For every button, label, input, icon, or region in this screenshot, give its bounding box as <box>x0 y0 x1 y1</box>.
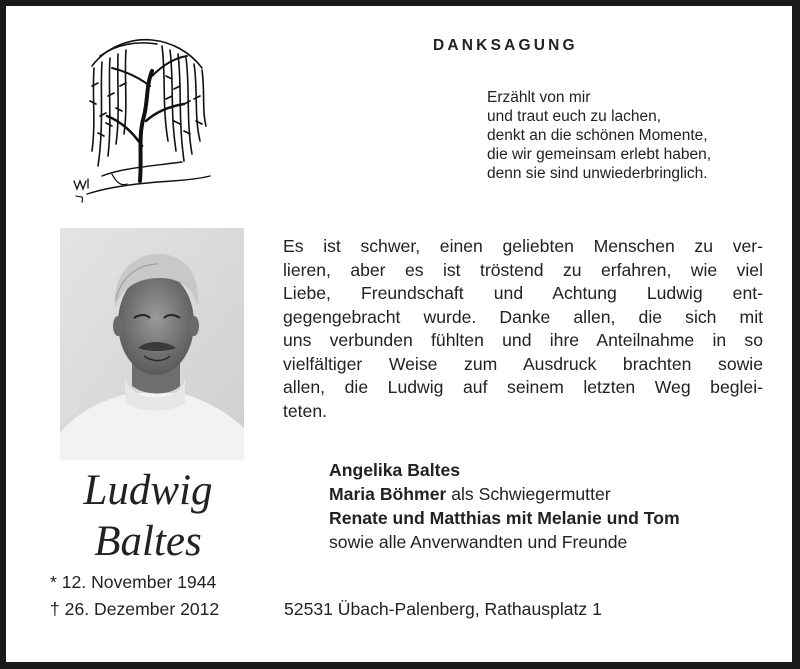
deceased-last-name: Baltes <box>94 518 202 565</box>
birth-date: * 12. November 1944 <box>50 572 217 592</box>
family-member-maria: Maria Böhmer <box>329 484 447 504</box>
death-date: † 26. Dezember 2012 <box>50 599 220 619</box>
poem <box>487 88 777 183</box>
family-others: sowie alle Anverwandten und Freunde <box>329 532 628 552</box>
body-line: teten. <box>283 400 328 421</box>
family-member-angelika: Angelika Baltes <box>329 460 461 480</box>
poem-line: denn sie sind unwiederbringlich. <box>487 165 708 182</box>
family-members-renate: Renate und Matthias mit Melanie und Tom <box>329 508 680 528</box>
address: 52531 Übach-Palenberg, Rathausplatz 1 <box>284 599 602 619</box>
body-line: lieren, aber es ist tröstend zu erfahren, wie viel <box>283 259 763 280</box>
family-member-maria-role: als Schwiegermutter <box>446 484 611 504</box>
portrait-illustration <box>60 228 244 460</box>
poem-line: und traut euch zu lachen, <box>487 108 662 125</box>
body-line: Liebe, Freundschaft und Achtung Ludwig ent- <box>283 283 763 303</box>
obituary-notice <box>6 6 792 662</box>
body-line: uns verbunden fühlten und ihre Anteilnahme in so <box>283 330 763 350</box>
thanks-text <box>283 235 763 423</box>
body-line: gegengebracht wurde. Danke allen, die sich mit <box>283 306 763 327</box>
poem-line: denkt an die schönen Momente, <box>487 127 708 144</box>
weeping-willow-icon <box>62 26 212 206</box>
portrait-photo <box>60 228 244 460</box>
poem-line: die wir gemeinsam erlebt haben, <box>487 146 712 163</box>
body-line: allen, die Ludwig auf seinem letzten Weg beglei- <box>283 377 763 397</box>
body-line: Es ist schwer, einen geliebten Menschen zu ver- <box>283 236 763 256</box>
family-signatures <box>329 458 680 554</box>
heading-danksagung: DANKSAGUNG <box>433 37 578 54</box>
body-line: vielfältiger Weise zum Ausdruck brachten sowie <box>283 353 763 374</box>
poem-line: Erzählt von mir <box>487 89 591 106</box>
deceased-first-name: Ludwig <box>83 467 213 514</box>
